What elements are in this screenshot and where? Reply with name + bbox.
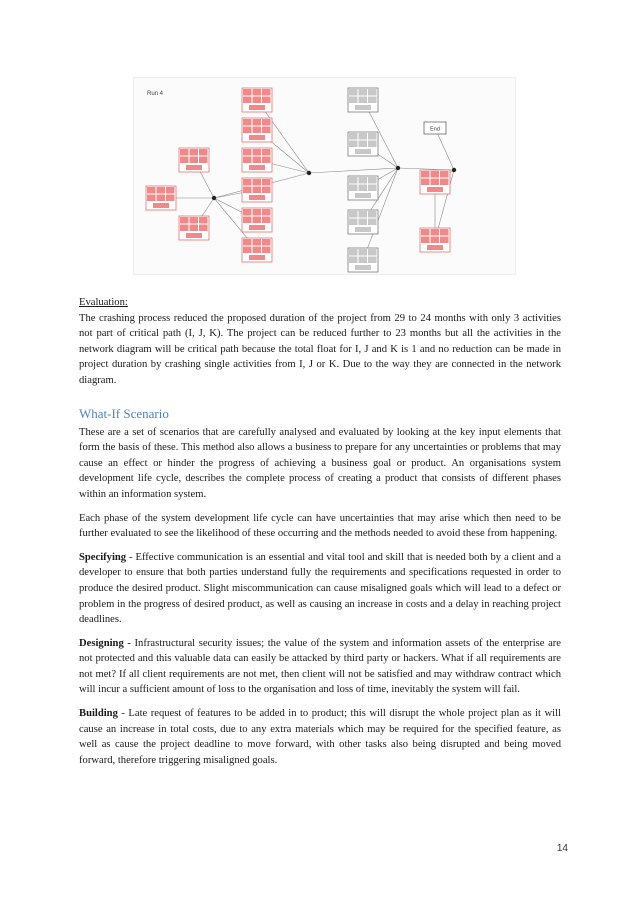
activity-box	[348, 176, 378, 200]
page-number: 14	[556, 843, 568, 854]
network-diagram-figure	[133, 77, 516, 275]
network-diagram	[134, 78, 515, 274]
node-dot	[452, 168, 456, 172]
activity-box	[179, 148, 209, 172]
activity-box	[242, 208, 272, 232]
activity-box	[348, 210, 378, 234]
activity-box	[242, 88, 272, 112]
evaluation-paragraph	[79, 295, 561, 389]
intro-paragraph-1: These are a set of scenarios that are carefully analysed and evaluated by looking at the key input elements that form the basis of these. This method also allows a business to prepare for any uncertainties or problems that may cause an effect or hinder the progress of achieving a business goal or product. An organisations system development life cycle, describes the complete process of creating a product that consists of different phases within an information system.	[79, 426, 561, 500]
activity-box	[242, 148, 272, 172]
activity-box	[420, 228, 450, 252]
building-text: - Late request of features to be added in to product; this will disrupt the whole project plan as it will cause an increase in total costs, due to any extra materials which may be required for the specified feature, as well as cause the project deadline to move forward, with other tasks also being disrupted and being moved forward, therefore triggering misaligned goals.	[79, 708, 561, 766]
activity-box	[348, 248, 378, 272]
section-heading: What-If Scenario	[79, 405, 169, 421]
activity-box	[420, 170, 450, 194]
activity-box	[179, 216, 209, 240]
building-paragraph	[79, 706, 561, 768]
activity-box	[146, 186, 176, 210]
specifying-text: - Effective communication is an essential and vital tool and skill that is needed both by a client and a developer to ensure that both parties understand fully the requirements and specifications requested in order to produce the desired product. Slight miscommunication can cause misaligned goals which will lead to a defect or problem in the progress of desired product, as well as causing an increase in costs and a delay in reaching project deadlines.	[79, 551, 561, 626]
building-lead: Building	[79, 708, 118, 720]
activity-box	[242, 118, 272, 142]
activity-box	[348, 132, 378, 156]
evaluation-text: The crashing process reduced the proposed duration of the project from 29 to 24 months with only 3 activities not part of critical path (I, J, K). The project can be reduced further to 23 months but all the activities in the network diagram will be critical path because the total float for I, J and K is 1 and no reduction can be made in project duration by crashing single activities from I, J or K. Due to the way they are connected in the network diagram.	[79, 312, 561, 386]
activity-box	[242, 238, 272, 262]
connector	[309, 168, 398, 173]
specifying-paragraph	[79, 550, 561, 628]
diagram-label: Run 4	[147, 91, 164, 97]
activity-box	[242, 178, 272, 202]
designing-paragraph	[79, 636, 561, 698]
specifying-lead: Specifying	[79, 551, 127, 563]
evaluation-label: Evaluation:	[79, 297, 128, 308]
node-dot	[396, 166, 400, 170]
activity-box	[348, 88, 378, 112]
node-dot	[307, 171, 311, 175]
node-dot	[212, 196, 216, 200]
end-node	[424, 122, 446, 134]
designing-lead: Designing -	[79, 637, 131, 649]
designing-text: Infrastructural security issues; the value of the system and information assets of the enterprise are not protected and this valuable data can easily be attacked by third party or hackers. What if all requirements are not met? If all client requirements are not met, then client will not be satisfied and may withdraw contract which will incur a sufficient amount of loss to the organisation and loss of time, inevitably the system will fail.	[79, 637, 562, 696]
page-body	[79, 295, 561, 776]
end-label: End	[430, 126, 440, 133]
intro-paragraph-2: Each phase of the system development life cycle can have uncertainties that may arise which then need to be further evaluated to see the likelihood of these occurring and the methods needed to avoid these from happening.	[79, 512, 561, 540]
